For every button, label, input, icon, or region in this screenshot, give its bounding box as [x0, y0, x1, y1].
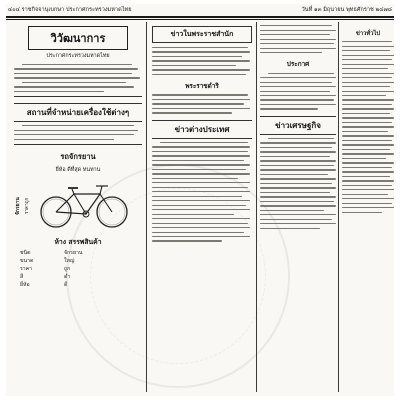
text-line: [260, 52, 322, 53]
text-line: [260, 165, 334, 166]
text-line: [22, 82, 126, 83]
text-line: [342, 73, 394, 74]
text-line: [342, 104, 392, 105]
text-line: [14, 134, 134, 135]
text-line: [260, 169, 336, 170]
text-line: [260, 178, 336, 179]
text-line: [260, 228, 320, 229]
text-line: [342, 203, 392, 204]
text-line: [260, 99, 334, 100]
text-line: [152, 160, 244, 161]
text-line: [342, 135, 394, 136]
text-line: [14, 68, 138, 69]
text-line: [260, 174, 328, 175]
section-heading: ข่าวทั่วไป: [355, 31, 381, 37]
column-divider: [256, 22, 257, 392]
text-line: [260, 219, 332, 220]
price-row: ชนิด จักรยาน: [20, 249, 83, 256]
text-line: [342, 99, 394, 100]
text-line: [268, 138, 334, 139]
text-line: [342, 131, 388, 132]
text-line: [342, 41, 392, 42]
text-line: [342, 68, 388, 69]
column-3: [260, 22, 336, 392]
text-line: [342, 153, 394, 154]
text-line: [152, 236, 250, 237]
text-line: [260, 147, 332, 148]
text-line: [342, 189, 394, 190]
text-line: [342, 149, 390, 150]
text-line: [152, 196, 242, 197]
text-line: [260, 82, 332, 83]
text-line: [152, 112, 232, 113]
column-divider: [146, 22, 147, 392]
section-heading: ข่าวต่างประเทศ: [152, 120, 252, 139]
text-line: [342, 162, 394, 163]
text-line: [152, 151, 248, 152]
text-line: [152, 108, 250, 109]
text-line: [342, 185, 392, 186]
text-line: [260, 142, 336, 143]
price-row: สี ดำ: [20, 274, 71, 281]
text-line: [152, 187, 248, 188]
header-rule: [6, 16, 394, 18]
text-line: [152, 60, 250, 61]
text-line: [260, 156, 330, 157]
text-line: [152, 223, 248, 224]
text-line: [152, 99, 250, 100]
text-line: [342, 108, 394, 109]
text-line: [260, 77, 336, 78]
column-1: [14, 22, 142, 392]
column-divider: [338, 22, 339, 392]
text-line: [152, 209, 250, 210]
text-line: [152, 47, 248, 48]
text-line: [342, 144, 394, 145]
text-line: [22, 64, 132, 65]
text-line: [342, 50, 390, 51]
text-line: [152, 69, 250, 70]
header-left: ๔๐๔ ราชกิจจานุเบกษา ประกาศกระทรวงมหาดไทย: [8, 7, 132, 13]
text-line: [260, 39, 336, 40]
page-header: [6, 4, 394, 16]
text-line: [152, 169, 246, 170]
price-row: ยี่ห้อ ดี: [20, 282, 68, 289]
text-line: [152, 164, 250, 165]
text-line: [152, 240, 222, 241]
text-line: [342, 207, 394, 208]
text-line: [152, 74, 246, 75]
text-line: [14, 139, 114, 140]
text-line: [342, 140, 392, 141]
text-line: [260, 192, 330, 193]
header-right: วันที่ ๑๓ มิถุนายน พุทธศักราช ๒๔๗๘: [301, 7, 392, 13]
text-line: [342, 180, 394, 181]
text-line: [152, 178, 238, 179]
text-line: [342, 77, 392, 78]
text-line: [342, 171, 394, 172]
bike-side-label-2: ราคาถูก: [25, 197, 30, 214]
text-line: [342, 117, 394, 118]
text-line: [342, 167, 392, 168]
text-line: [260, 48, 336, 49]
text-line: [14, 77, 140, 78]
text-line: [152, 214, 234, 215]
text-line: [152, 94, 248, 95]
divider: [14, 144, 142, 145]
section-heading: พระราชดำริ: [185, 82, 219, 91]
text-line: [260, 183, 332, 184]
shop-name: ห้าง สรรพสินค้า: [54, 237, 102, 246]
text-line: [14, 86, 134, 87]
text-line: [342, 82, 394, 83]
text-line: [14, 130, 138, 131]
text-line: [260, 210, 324, 211]
text-line: [342, 86, 390, 87]
bicycle-illustration: [38, 180, 132, 230]
text-line: [152, 182, 250, 183]
text-line: [260, 30, 336, 31]
text-line: [152, 218, 250, 219]
text-line: [342, 126, 394, 127]
text-line: [152, 103, 244, 104]
text-line: [260, 43, 334, 44]
text-line: [260, 108, 318, 109]
text-line: [152, 146, 250, 147]
text-line: [260, 196, 336, 197]
column-subtitle: ประกาศกระทรวงมหาดไทย: [46, 53, 110, 59]
text-line: [260, 223, 336, 224]
text-line: [152, 191, 250, 192]
column-4: [342, 22, 394, 392]
text-line: [342, 198, 394, 199]
text-line: [342, 91, 394, 92]
text-line: [260, 151, 336, 152]
text-line: [260, 214, 336, 215]
header-rule-thin: [6, 19, 394, 20]
text-line: [342, 64, 394, 65]
section-heading: ประกาศ: [286, 60, 310, 69]
text-line: [152, 56, 242, 57]
text-line: [342, 212, 382, 213]
section-heading: ข่าวในพระราชสำนัก: [152, 26, 252, 43]
text-line: [342, 55, 394, 56]
text-line: [342, 122, 392, 123]
text-line: [152, 232, 244, 233]
text-line: [152, 51, 250, 52]
text-line: [152, 155, 250, 156]
text-line: [342, 158, 386, 159]
text-line: [260, 95, 336, 96]
section-heading: ข่าวเศรษฐกิจ: [260, 116, 336, 135]
text-line: [342, 194, 388, 195]
text-line: [22, 125, 134, 126]
text-line: [14, 73, 132, 74]
text-line: [152, 173, 250, 174]
text-line: [14, 91, 104, 92]
text-line: [260, 187, 336, 188]
text-line: [260, 34, 330, 35]
text-line: [342, 176, 390, 177]
text-line: [268, 73, 334, 74]
text-line: [260, 104, 336, 105]
text-line: [160, 142, 248, 143]
bike-title: รถจักรยาน: [60, 151, 96, 161]
text-line: [260, 205, 336, 206]
text-line: [342, 95, 386, 96]
text-line: [260, 91, 330, 92]
text-line: [260, 201, 334, 202]
text-line: [260, 25, 332, 26]
ad-heading: สถานที่จำหน่ายเครื่องใช้ต่างๆ: [14, 103, 142, 122]
text-line: [342, 59, 392, 60]
text-line: [342, 46, 394, 47]
text-line: [260, 160, 336, 161]
column-2: [152, 22, 252, 392]
bicycle-ad: [14, 178, 142, 234]
column-title: วิวัฒนาการ: [28, 26, 128, 50]
text-line: [152, 227, 250, 228]
text-line: [152, 200, 250, 201]
divider: [14, 96, 142, 97]
newspaper-page: [6, 4, 394, 396]
text-line: [152, 205, 246, 206]
text-line: [260, 86, 336, 87]
bike-subtitle: ยี่ห้อ ดีที่สุด ทนทาน: [55, 166, 101, 173]
bike-side-label: จักรยาน: [15, 196, 21, 215]
price-row: ขนาด ใหญ่: [20, 257, 75, 264]
text-line: [342, 113, 390, 114]
text-line: [152, 65, 236, 66]
price-row: ราคา ถูก: [20, 265, 71, 272]
